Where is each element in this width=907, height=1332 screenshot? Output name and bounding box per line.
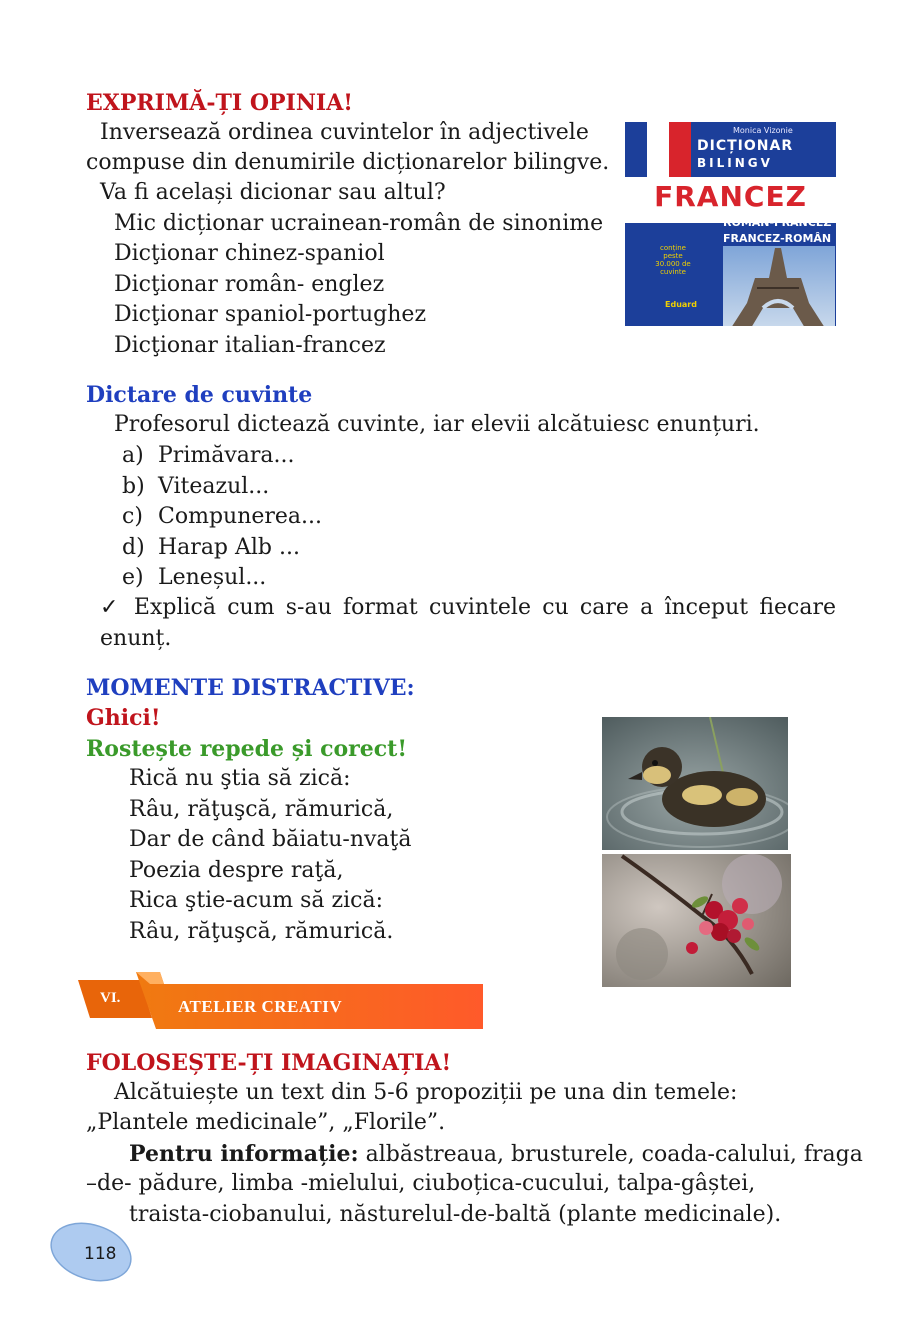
list-item: e) Leneșul...	[122, 565, 267, 590]
dictionary-item: Dicţionar român- englez	[114, 272, 385, 297]
section-title: ATELIER CREATIV	[178, 997, 343, 1016]
info-text-1: albăstreaua, brusturele, coada-calului, fraga	[358, 1142, 863, 1167]
info-label: Pentru informație:	[129, 1141, 359, 1167]
page-number-badge	[48, 1222, 134, 1282]
poem-line: Dar de când băiatu-nvaţă	[129, 827, 412, 852]
cover-author: Monica Vizonie	[733, 126, 793, 135]
dictation-task-text: Explică cum s-au format cuvintele cu care a început fiecare enunț.	[100, 595, 836, 651]
poem-line: Râu, răţuşcă, rămurică.	[129, 919, 394, 944]
cover-publisher: Eduard	[665, 300, 697, 309]
list-item: c) Compunerea...	[122, 504, 323, 529]
info-line-2: –de- pădure, limba -mielului, ciuboțica-cucului, talpa-gâștei,	[86, 1171, 756, 1196]
dictionary-item: Dicţionar italian-francez	[114, 333, 386, 358]
cover-language: FRANCEZ	[654, 180, 807, 213]
blossom-photo	[602, 854, 791, 987]
cover-title-line-2: BILINGV	[697, 156, 773, 170]
opinion-heading: EXPRIMĂ-ȚI OPINIA!	[86, 90, 353, 116]
opinion-line-2: compuse din denumirile dicționarelor bilingve.	[86, 150, 610, 175]
dictionary-item: Dicţionar spaniol-portughez	[114, 302, 427, 327]
cover-title-line-1: DICȚIONAR	[697, 138, 794, 154]
opinion-question: Va fi același dicionar sau altul?	[100, 180, 446, 205]
dictation-task	[100, 593, 836, 654]
imagination-heading: FOLOSEȘTE-ȚI IMAGINAȚIA!	[86, 1050, 452, 1076]
page-number: 118	[84, 1244, 117, 1264]
poem-line: Rică nu ştia să zică:	[129, 766, 351, 791]
opinion-line-1: Inversează ordinea cuvintelor în adjectivele	[100, 120, 589, 145]
dictation-intro: Profesorul dictează cuvinte, iar elevii alcătuiesc enunțuri.	[114, 412, 760, 437]
dictation-list	[122, 441, 322, 594]
checkmark-icon: ✓	[100, 595, 123, 620]
cover-subtitle-1: ROMÂN-FRANCEZ	[723, 216, 832, 229]
info-line-3: traista-ciobanului, năsturelul-de-baltă (plante medicinale).	[129, 1202, 782, 1227]
dictation-heading: Dictare de cuvinte	[86, 382, 313, 408]
list-item: a) Primăvara...	[122, 443, 295, 468]
tongue-twister-heading: Rostește repede și corect!	[86, 736, 407, 762]
section-banner	[78, 972, 483, 1029]
list-item: b) Viteazul...	[122, 473, 270, 499]
poem-line: Poezia despre raţă,	[129, 858, 344, 883]
section-number: VI.	[100, 990, 121, 1006]
poem-line: Rica ştie-acum să zică:	[129, 888, 383, 913]
fun-heading: MOMENTE DISTRACTIVE:	[86, 675, 415, 701]
list-item: d) Harap Alb ...	[122, 534, 300, 560]
cover-note: conține peste 30.000 de cuvinte	[655, 244, 691, 276]
dictionary-item: Dicţionar chinez-spaniol	[114, 241, 385, 266]
dictionary-item: Mic dicționar ucrainean-român de sinonime	[114, 211, 604, 236]
info-line-1	[129, 1139, 863, 1171]
cover-subtitle-2: FRANCEZ-ROMÂN	[723, 232, 832, 245]
imagination-line-1: Alcătuiește un text din 5-6 propoziții pe una din temele:	[114, 1080, 738, 1105]
imagination-line-2: „Plantele medicinale”, „Florile”.	[86, 1110, 446, 1135]
dictionary-cover-image	[625, 122, 836, 326]
guess-heading: Ghici!	[86, 705, 161, 731]
duckling-photo	[602, 717, 788, 850]
poem-line: Râu, răţuşcă, rămurică,	[129, 797, 394, 822]
